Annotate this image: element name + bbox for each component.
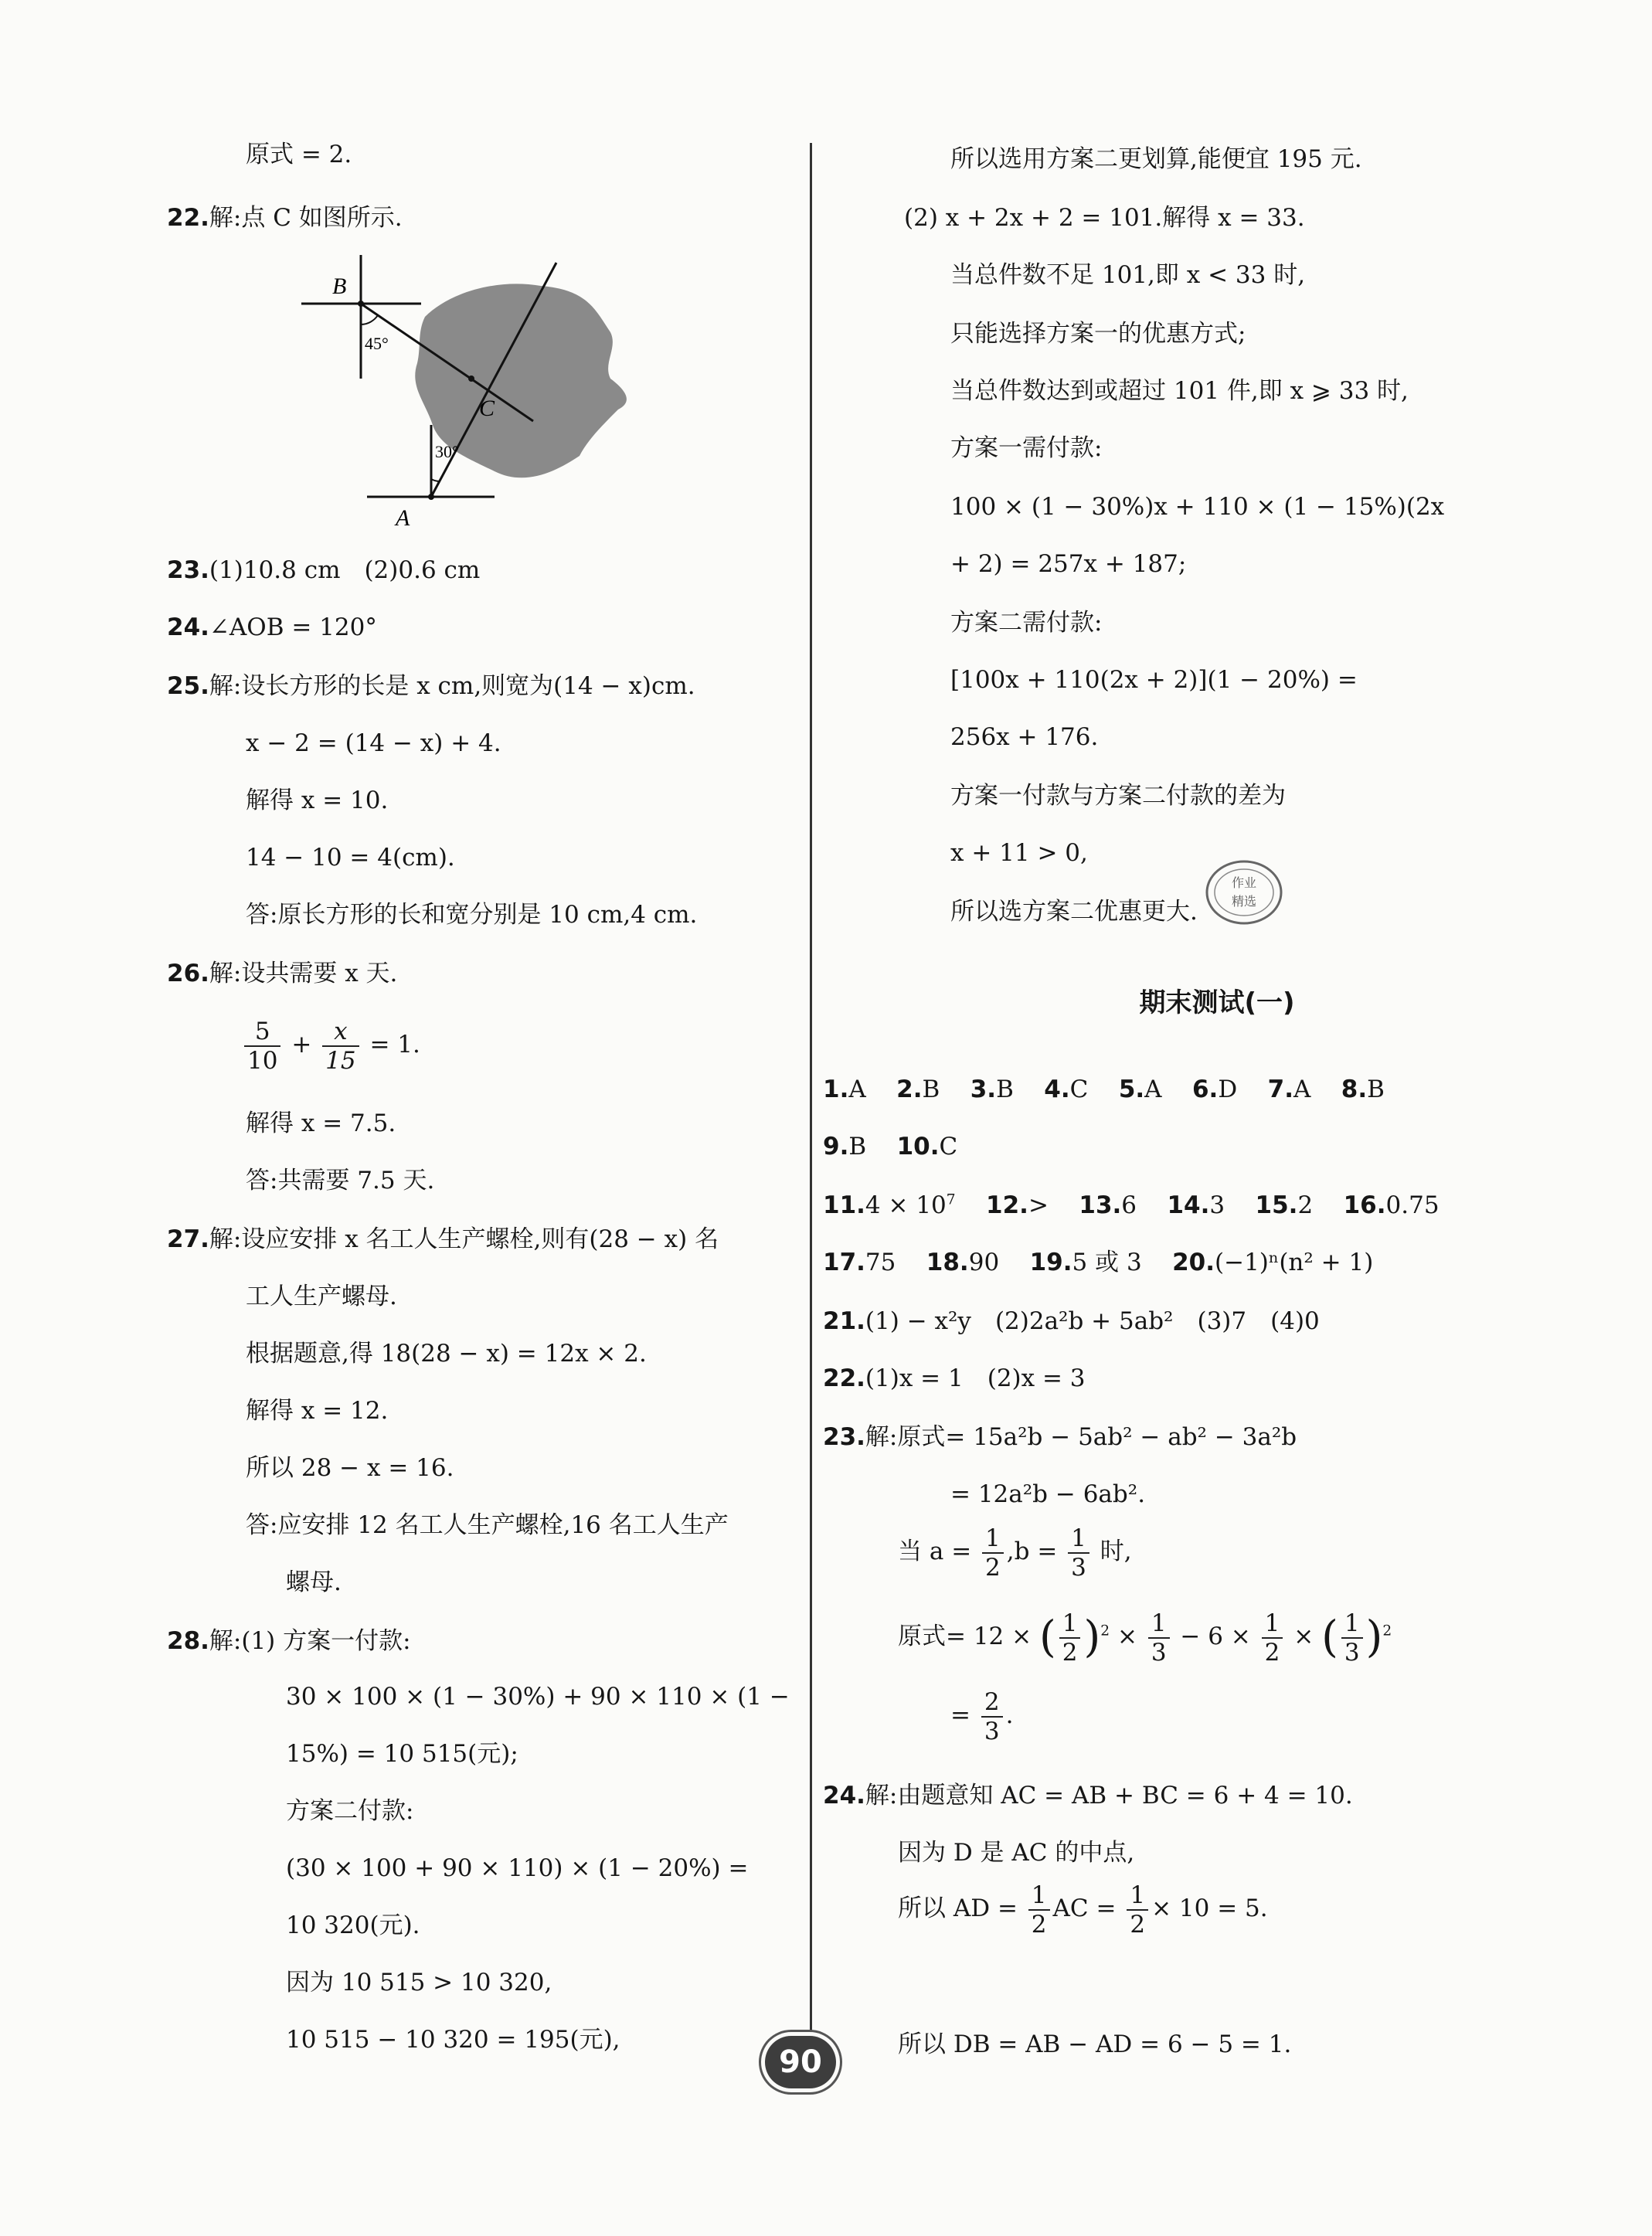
right-line-9: 方案二需付款: [950,609,1103,637]
right-line-13: x + 11 > 0, [950,839,1088,867]
column-divider [810,143,812,2051]
q24-right-line-2: 因为 D 是 AC 的中点, [898,1839,1135,1867]
q23-left [167,555,480,586]
q27-line-7: 螺母. [286,1568,342,1596]
q23-right-line-5: = $\frac{2}{3}$ . [950,1687,1014,1745]
q23-right-line-2: = 12a²b − 6ab². [950,1480,1146,1508]
q24-right-line-3: 所以 AD = $\frac{1}{2}$ AC = $\frac{1}{2}$ × 10 = 5. [898,1881,1268,1939]
right-line-14: 所以选方案二优惠更大. [950,898,1198,926]
q26-equation: $\frac{5}{10}$ + $\frac{x}{15}$ = 1. [241,1014,420,1076]
q27-line-5: 所以 28 − x = 16. [246,1454,454,1482]
mc-answers-row-1: 1.A 2.B 3.B 4.C 5.A 6.D 7.A 8.B [823,1076,1385,1103]
angle-arc-a [431,479,440,481]
fill-answers-row-2: 17.75 18.90 19.5 或 3 20.(−1)ⁿ(n² + 1) [823,1249,1374,1276]
q26-l1: 解:设共需要 x 天. [209,960,398,987]
section-title: 期末测试(一) [1139,987,1295,1018]
question-number: 28. [167,1627,209,1655]
q23-right-line-3: 当 a = $\frac{1}{2}$ ,b = $\frac{1}{3}$ 时, [898,1524,1132,1582]
q28-line-8: 10 515 − 10 320 = 195(元), [286,2026,620,2054]
right-line-11: 256x + 176. [950,723,1099,751]
fill-answers-row-1: $11.4 \times 10^7$ 12.> 13.6 14.3 15.2 16.0.75 [823,1191,1440,1219]
question-number: 25. [167,672,209,700]
q25-line-2: x − 2 = (14 − x) + 4. [246,729,501,757]
q27-line-2: 工人生产螺母. [246,1283,397,1310]
q22-text: 解:点 C 如图所示. [209,204,403,232]
right-line-10: [100x + 110(2x + 2)](1 − 20%) = [950,666,1358,694]
q28-line-4: 方案二付款: [286,1797,414,1825]
label-a: A [396,505,410,531]
q28-line-7: 因为 10 515 > 10 320, [286,1969,552,1996]
right-line-1: 所以选用方案二更划算,能便宜 195 元. [950,145,1362,173]
q23-right-line-1: 23.解:原式= 15a²b − 5ab² − ab² − 3a²b [823,1423,1297,1451]
question-number: 23. [167,556,209,584]
q28-line-2: 30 × 100 × (1 − 30%) + 90 × 110 × (1 − [286,1683,790,1711]
q28-line-6: 10 320(元). [286,1911,420,1939]
q28-line-1 [167,1626,411,1657]
q22-right: 22.(1)x = 1 (2)x = 3 [823,1364,1086,1392]
q26-line-1 [167,958,397,989]
geometry-figure [294,247,649,541]
q25-l1: 解:设长方形的长是 x cm,则宽为(14 − x)cm. [209,672,695,700]
q27-line-4: 解得 x = 12. [246,1397,389,1425]
question-number: 24. [167,613,209,641]
stamp-text-1: 作业 [1231,875,1257,890]
q24-left [167,612,377,643]
stamp-text-2: 精选 [1231,894,1257,909]
label-b: B [332,274,347,299]
right-line-3: 当总件数不足 101,即 x < 33 时, [950,261,1306,289]
angle-arc-b [361,315,378,325]
mc-answers-row-2: 9.B 10.C [823,1133,958,1160]
question-number: 26. [167,960,209,987]
q23-text: (1)10.8 cm (2)0.6 cm [209,556,481,584]
q28-line-3: 15%) = 10 515(元); [286,1740,518,1768]
q25-line-1 [167,671,695,702]
left-line-1: 原式 = 2. [246,141,352,168]
q26-line-4: 答:共需要 7.5 天. [246,1167,435,1194]
q25-line-3: 解得 x = 10. [246,787,389,814]
q25-line-4: 14 − 10 = 4(cm). [246,844,455,872]
angle-45: 45° [365,334,389,353]
label-c: C [479,396,495,421]
stamp-logo [1202,850,1287,935]
angle-30: 30° [435,442,459,461]
right-line-6: 方案一需付款: [950,434,1103,462]
fraction: $\frac{5}{10}$ [244,1018,280,1075]
right-line-4: 只能选择方案一的优惠方式; [950,320,1246,348]
q27-l1: 解:设应安排 x 名工人生产螺栓,则有(28 − x) 名 [209,1225,719,1253]
q22-left [167,202,403,233]
q24-right-line-4: 所以 DB = AB − AD = 6 − 5 = 1. [898,2030,1292,2058]
q21-right: 21.(1) − x²y (2)2a²b + 5ab² (3)7 (4)0 [823,1307,1320,1335]
right-line-12: 方案一付款与方案二付款的差为 [950,782,1286,810]
right-line-7: 100 × (1 − 30%)x + 110 × (1 − 15%)(2x [950,493,1445,521]
question-number: 22. [167,204,209,232]
q27-line-3: 根据题意,得 18(28 − x) = 12x × 2. [246,1340,647,1368]
q24-right-line-1: 24.解:由题意知 AC = AB + BC = 6 + 4 = 10. [823,1782,1353,1810]
q28-line-5: (30 × 100 + 90 × 110) × (1 − 20%) = [286,1854,749,1882]
page-number: 90 [765,2036,836,2088]
q24-text: ∠AOB = 120° [209,613,377,641]
question-number: 27. [167,1225,209,1253]
q27-line-6: 答:应安排 12 名工人生产螺栓,16 名工人生产 [246,1511,729,1539]
right-line-2: (2) x + 2x + 2 = 101.解得 x = 33. [904,204,1305,232]
right-line-8: + 2) = 257x + 187; [950,550,1187,578]
q27-line-1 [167,1224,719,1255]
q25-line-5: 答:原长方形的长和宽分别是 10 cm,4 cm. [246,901,698,929]
q23-right-line-4: 原式= 12 × ( $\frac{1}{2}$ )$^2$ × $\frac{1}{3}$ − 6 × $\frac{1}{2}$ × ( $\frac{1}{3}$ )$^2$ [898,1609,1392,1667]
fraction: $\frac{x}{15}$ [322,1018,359,1075]
q28-l1: 解:(1) 方案一付款: [209,1627,411,1655]
right-line-5: 当总件数达到或超过 101 件,即 x ⩾ 33 时, [950,377,1409,405]
q26-line-3: 解得 x = 7.5. [246,1110,396,1137]
